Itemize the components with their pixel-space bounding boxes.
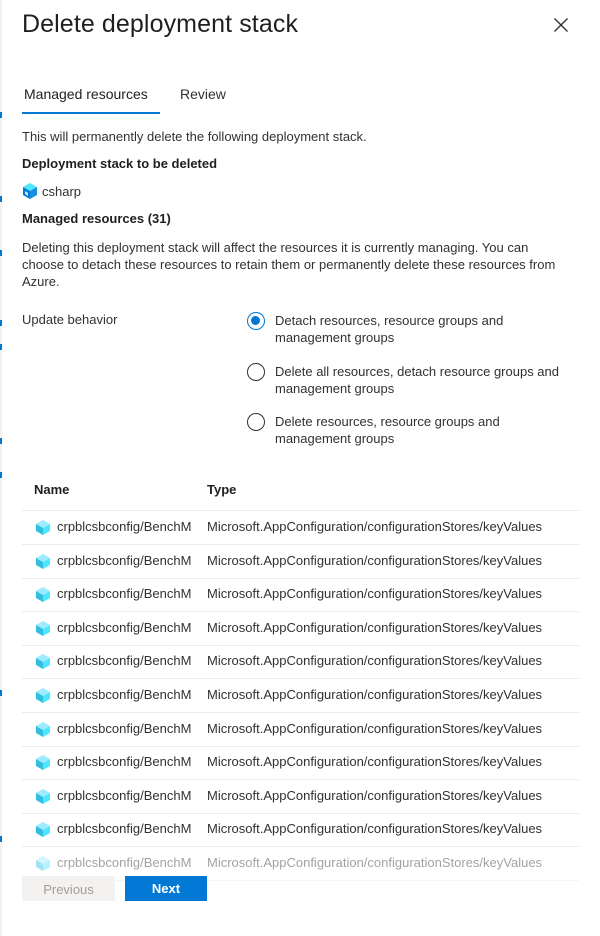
tab-label: Review <box>180 86 226 102</box>
resource-type: Microsoft.AppConfiguration/configurationStores/keyValues <box>207 720 543 736</box>
previous-button[interactable]: Previous <box>22 876 115 901</box>
radio-label: Delete all resources, detach resource groups and management groups <box>275 364 559 396</box>
table-row[interactable] <box>22 578 579 612</box>
resource-type: Microsoft.AppConfiguration/configurationStores/keyValues <box>207 687 543 702</box>
table-header <box>22 470 579 511</box>
resource-name: crpblcsbconfig/BenchM <box>57 720 192 736</box>
app-configuration-icon <box>35 519 51 536</box>
app-configuration-icon <box>35 586 51 603</box>
app-configuration-icon <box>35 553 51 570</box>
resource-name: crpblcsbconfig/BenchM <box>57 855 192 870</box>
radio-delete-resources-groups[interactable] <box>247 413 565 447</box>
app-configuration-icon <box>35 721 51 738</box>
dialog-title: Delete deployment stack <box>22 10 299 38</box>
resource-name: crpblcsbconfig/BenchM <box>57 754 192 770</box>
table-row[interactable] <box>22 679 579 713</box>
table-row[interactable] <box>22 645 579 679</box>
resource-name: crpblcsbconfig/BenchM <box>57 821 192 837</box>
resource-type: Microsoft.AppConfiguration/configurationStores/keyValues <box>207 855 543 870</box>
stack-name: csharp <box>42 184 82 199</box>
resource-name: crpblcsbconfig/BenchM <box>57 552 192 568</box>
resource-name: crpblcsbconfig/BenchM <box>57 653 192 669</box>
radio-detach-resources[interactable] <box>247 312 565 346</box>
resources-table[interactable] <box>22 470 579 870</box>
resource-type: Microsoft.AppConfiguration/configurationStores/keyValues <box>207 586 543 602</box>
column-header-type[interactable]: Type <box>207 482 237 497</box>
table-row[interactable] <box>22 713 579 747</box>
resource-type: Microsoft.AppConfiguration/configurationStores/keyValues <box>207 754 543 770</box>
radio-label: Detach resources, resource groups and management groups <box>275 313 504 345</box>
app-configuration-icon <box>35 653 51 670</box>
deployment-stack-icon <box>22 182 38 200</box>
resource-type: Microsoft.AppConfiguration/configurationStores/keyValues <box>207 552 543 568</box>
resource-name: crpblcsbconfig/BenchM <box>57 687 192 702</box>
resource-type: Microsoft.AppConfiguration/configurationStores/keyValues <box>207 519 543 534</box>
resource-name: crpblcsbconfig/BenchM <box>57 519 192 534</box>
description-line-2: choose to detach these resources to retain them or permanently delete these resources from <box>22 257 556 272</box>
intro-text: This will permanently delete the following deployment stack. <box>22 129 367 144</box>
stack-section-heading: Deployment stack to be deleted <box>22 156 218 171</box>
description-line-1: Deleting this deployment stack will affect the resources it is currently managing. You can <box>22 240 529 255</box>
table-row[interactable] <box>22 511 579 545</box>
table-row[interactable] <box>22 780 579 814</box>
table-row[interactable] <box>22 746 579 780</box>
radio-selected-circle[interactable] <box>247 312 265 330</box>
radio-delete-all-resources[interactable] <box>247 363 565 397</box>
update-behavior-label: Update behavior <box>22 312 118 327</box>
app-configuration-icon <box>35 620 51 637</box>
next-button[interactable]: Next <box>125 876 207 901</box>
resource-name: crpblcsbconfig/BenchM <box>57 787 192 803</box>
app-configuration-icon <box>35 687 51 704</box>
description-line-3: Azure. <box>22 274 60 289</box>
resource-type: Microsoft.AppConfiguration/configurationStores/keyValues <box>207 653 543 669</box>
resource-type: Microsoft.AppConfiguration/configurationStores/keyValues <box>207 821 543 837</box>
table-row[interactable] <box>22 813 579 847</box>
resource-type: Microsoft.AppConfiguration/configurationStores/keyValues <box>207 787 543 803</box>
table-row[interactable] <box>22 612 579 646</box>
radio-circle[interactable] <box>247 413 265 431</box>
app-configuration-icon <box>35 754 51 771</box>
managed-resources-heading: Managed resources (31) <box>22 211 171 226</box>
column-header-name[interactable]: Name <box>34 482 70 497</box>
table-row[interactable] <box>22 545 579 579</box>
radio-circle[interactable] <box>247 363 265 381</box>
close-icon <box>550 14 572 36</box>
tab-review[interactable] <box>180 84 226 116</box>
delete-stack-panel <box>2 0 598 936</box>
tab-label: Managed resources <box>24 86 148 102</box>
close-button[interactable] <box>550 14 572 36</box>
app-configuration-icon <box>35 855 51 872</box>
radio-label: Delete resources, resource groups and management groups <box>275 414 500 446</box>
resource-name: crpblcsbconfig/BenchM <box>57 619 192 635</box>
active-tab-indicator <box>22 112 160 114</box>
resource-name: crpblcsbconfig/BenchM <box>57 586 192 602</box>
app-configuration-icon <box>35 788 51 805</box>
resource-type: Microsoft.AppConfiguration/configurationStores/keyValues <box>207 619 543 635</box>
app-configuration-icon <box>35 821 51 838</box>
